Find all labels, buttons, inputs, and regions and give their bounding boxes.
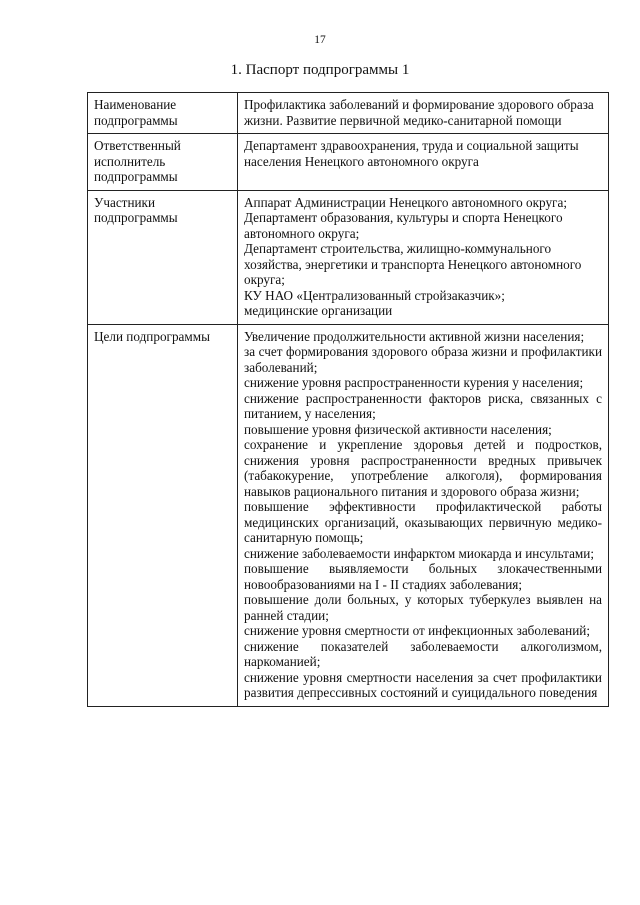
- table-row: [88, 93, 609, 134]
- goal-item: повышение выявляемости больных злокачественными новообразованиями на I - II стадиях заболевания;: [244, 561, 602, 592]
- value-line: Профилактика заболеваний и формирование здорового образа жизни. Развитие первичной медико-санитарной помощи: [244, 97, 594, 128]
- value-line: Департамент здравоохранения, труда и социальной защиты населения Ненецкого автономного округа: [244, 138, 579, 169]
- table-row: [88, 190, 609, 324]
- row-label: Ответственный исполнитель подпрограммы: [88, 134, 238, 191]
- goal-item: снижение распространенности факторов риска, связанных с питанием, у населения;: [244, 390, 602, 421]
- row-label: Цели подпрограммы: [88, 324, 238, 706]
- participant-item: медицинские организации: [244, 303, 393, 318]
- goal-item: снижение уровня смертности от инфекционных заболеваний;: [244, 623, 590, 638]
- table-row: [88, 324, 609, 706]
- goal-item: Увеличение продолжительности активной жизни населения;: [244, 328, 585, 344]
- passport-table: [87, 92, 609, 707]
- participant-item: Департамент строительства, жилищно-коммунального хозяйства, энергетики и транспорта Ненецкого автономного округа;: [244, 241, 582, 287]
- row-value: [238, 93, 609, 134]
- document-title: 1. Паспорт подпрограммы 1: [230, 62, 410, 78]
- row-label: Наименование подпрограммы: [88, 93, 238, 134]
- row-value: [238, 190, 609, 324]
- table-row: [88, 134, 609, 191]
- participant-item: Департамент образования, культуры и спорта Ненецкого автономного округа;: [244, 210, 563, 241]
- row-label: Участники подпрограммы: [88, 190, 238, 324]
- goal-item: снижение заболеваемости инфарктом миокарда и инсультами;: [244, 545, 594, 561]
- participant-item: Аппарат Администрации Ненецкого автономного округа;: [244, 194, 567, 210]
- row-value: [238, 134, 609, 191]
- page-number: 17: [314, 34, 326, 46]
- row-value: [238, 324, 609, 706]
- goal-item: снижение показателей заболеваемости алкоголизмом, наркоманией;: [244, 638, 602, 669]
- goal-item: повышение доли больных, у которых туберкулез выявлен на ранней стадии;: [244, 592, 602, 623]
- goal-item: за счет формирования здорового образа жизни и профилактики заболеваний;: [244, 344, 602, 375]
- goal-item: снижение уровня смертности населения за счет профилактики развития депрессивных состояний и суицидального поведения: [244, 669, 602, 700]
- goal-item: повышение уровня физической активности населения;: [244, 421, 552, 437]
- goal-item: повышение эффективности профилактической работы медицинских организаций, оказывающих первичную медико-санитарную помощь;: [244, 499, 602, 545]
- goal-item: сохранение и укрепление здоровья детей и подростков, снижения уровня распространенности вредных привычек (табакокурение, употребление алкоголя), формирования навыков рационального питания и здорового образа жизни;: [244, 437, 602, 499]
- participant-item: КУ НАО «Централизованный стройзаказчик»;: [244, 287, 505, 303]
- goal-item: снижение уровня распространенности курения у населения;: [244, 375, 584, 390]
